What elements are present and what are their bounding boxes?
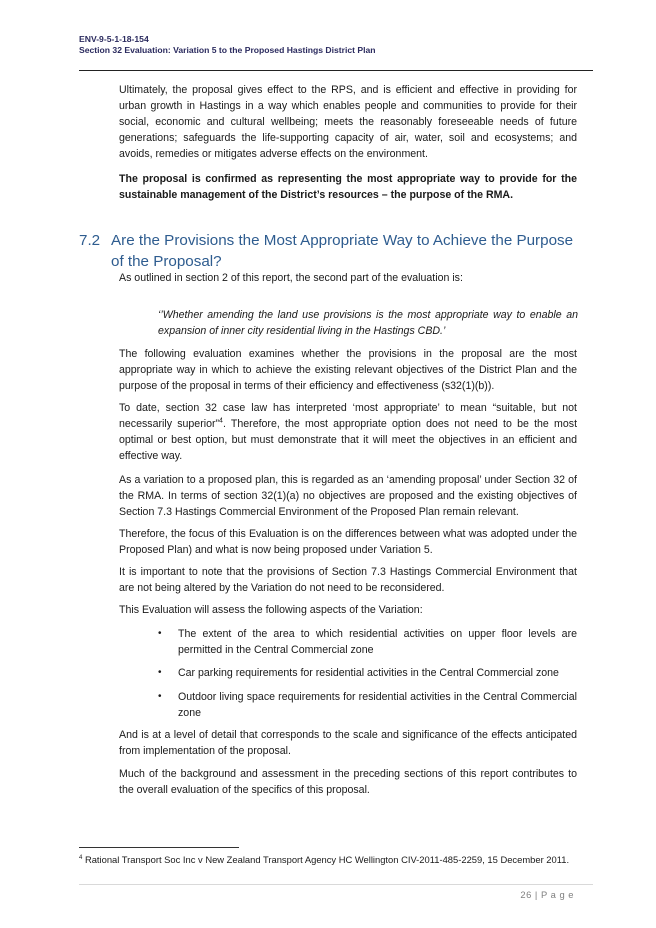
list-item: Outdoor living space requirements for residential activities in the Central Commercial zone	[178, 691, 577, 719]
paragraph-assess: This Evaluation will assess the following aspects of the Variation:	[119, 604, 423, 616]
footnote-marker: 4	[79, 854, 83, 861]
paragraph-variation: As a variation to a proposed plan, this is regarded as an ‘amending proposal’ under Section 32 of the RMA. In terms of section 32(1)(a) no objectives are proposed and the existing objectives of Section 7.3 Hastings Commercial Environment of the Proposed Plan remain relevant.	[119, 474, 577, 518]
paragraph-following: The following evaluation examines whether the provisions in the proposal are the most appropriate way in which to achieve the existing relevant objectives of the District Plan and the purpose of the proposal in terms of their efficiency and effectiveness (s32(1)(b)).	[119, 348, 577, 392]
footnote-reference[interactable]: 4	[219, 417, 223, 425]
paragraph-important: It is important to note that the provisions of Section 7.3 Hastings Commercial Environment that are not being altered by the Variation do not need to be reconsidered.	[119, 566, 577, 594]
document-header	[79, 34, 376, 56]
bullet-marker: •	[158, 667, 162, 678]
list-item: Car parking requirements for residential activities in the Central Commercial zone	[178, 667, 559, 679]
paragraph-level: And is at a level of detail that corresponds to the scale and significance of the effects anticipated from implementation of the proposal.	[119, 729, 577, 757]
case-law-text-b: . Therefore, the most appropriate option does not need to be the most optimal or best option, but must demonstrate that it will meet the objectives in an efficient and effective way.	[119, 418, 578, 462]
paragraph-conclusion: The proposal is confirmed as representing the most appropriate way to provide for the sustainable management of the District’s resources – the purpose of the RMA.	[119, 173, 577, 201]
footnote-divider	[79, 847, 239, 848]
bullet-marker: •	[158, 628, 162, 639]
footer-divider	[79, 884, 593, 885]
footnote-text: Rational Transport Soc Inc v New Zealand Transport Agency HC Wellington CIV-2011-485-2259, 15 December 2011.	[82, 854, 570, 865]
document-title: Section 32 Evaluation: Variation 5 to the Proposed Hastings District Plan	[79, 45, 376, 55]
case-law-text-a: To date, section 32 case law has interpreted ‘most appropriate’ to mean “suitable, but not necessarily superior”	[119, 402, 577, 430]
evaluation-question-quote: ‘’Whether amending the land use provisions is the most appropriate way to enable an expansion of inner city residential living in the Hastings CBD.’	[158, 309, 578, 337]
document-reference: ENV-9-5-1-18-154	[79, 34, 149, 44]
list-item: The extent of the area to which residential activities on upper floor levels are permitted in the Central Commercial zone	[178, 628, 577, 656]
footnote	[79, 852, 579, 867]
paragraph-focus: Therefore, the focus of this Evaluation is on the differences between what was adopted under the Proposed Plan) and what is now being proposed under Variation 5.	[119, 528, 577, 556]
paragraph-background: Much of the background and assessment in the preceding sections of this report contributes to the overall evaluation of the specifics of this proposal.	[119, 768, 577, 796]
section-number: 7.2	[79, 232, 101, 249]
paragraph-intro: Ultimately, the proposal gives effect to the RPS, and is efficient and effective in providing for urban growth in Hastings in a way which enables people and communities to provide for their social, economic and cultural wellbeing; meets the reasonably foreseeable needs of future generations; safeguards the life-supporting capacity of air, water, soil and ecosystems; and avoids, remedies or mitigates adverse effects on the environment.	[119, 84, 577, 160]
section-title: Are the Provisions the Most Appropriate Way to Achieve the Purpose of the Proposal?	[111, 232, 574, 270]
bullet-marker: •	[158, 691, 162, 702]
page-number: 26 | P a g e	[520, 889, 574, 900]
header-divider	[79, 70, 593, 71]
paragraph-case-law	[119, 400, 577, 464]
paragraph-outline: As outlined in section 2 of this report, the second part of the evaluation is:	[119, 272, 463, 284]
